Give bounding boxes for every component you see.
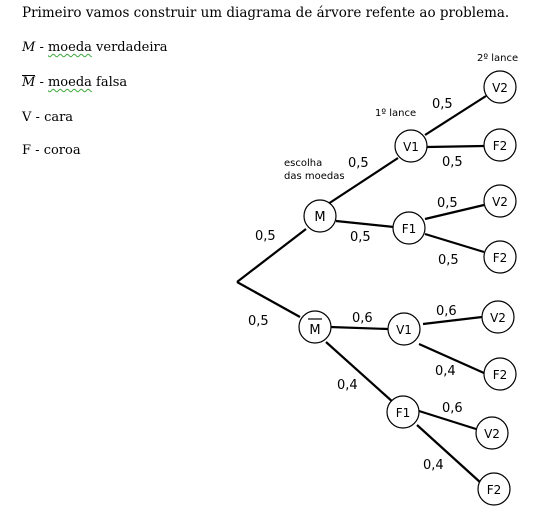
node-b-f1-v2 (476, 417, 508, 449)
prob-m-true-v1: 0,5 (348, 156, 369, 171)
node-label: V2 (492, 81, 508, 95)
legend-sep: - (31, 143, 44, 158)
node-a-v1 (395, 130, 427, 162)
edge-a-v1-f2 (427, 146, 484, 147)
node-b-f1 (387, 396, 419, 428)
legend-sep: - (35, 75, 48, 90)
node-label: F2 (486, 483, 502, 497)
prob-b-v1-f2: 0,4 (435, 364, 456, 379)
legend-desc: verdadeira (91, 40, 168, 55)
legend-word: moeda (47, 40, 92, 55)
intro-text: Primeiro vamos construir um diagrama de árvore refente ao problema. (22, 5, 510, 21)
node-a-v1-v2 (484, 71, 516, 103)
edge-m-false-v1 (330, 327, 388, 329)
prob-a-f1-v2: 0,5 (437, 196, 458, 211)
node-b-v1 (388, 313, 420, 345)
edge-b-f1-f2 (417, 425, 481, 483)
node-m-false (299, 311, 331, 343)
node-label: V2 (490, 311, 506, 325)
edge-a-f1-f2 (425, 234, 484, 252)
legend-symbol: F (22, 143, 32, 158)
prob-m-false-v1: 0,6 (352, 311, 373, 326)
node-a-f1-f2 (484, 241, 516, 273)
prob-root-m-false: 0,5 (248, 314, 269, 329)
node-b-v1-f2 (484, 358, 516, 390)
node-a-f1 (393, 212, 425, 244)
prob-a-v1-v2: 0,5 (432, 97, 453, 112)
coin-choice-label-line1: escolha (284, 158, 323, 169)
probability-labels (248, 97, 463, 473)
legend-sep: - (35, 40, 48, 55)
node-m-true (304, 200, 336, 232)
second-toss-label: 2º lance (477, 53, 519, 64)
prob-a-v1-f2: 0,5 (442, 155, 463, 170)
legend-desc: coroa (43, 143, 81, 158)
node-label: M (314, 210, 326, 225)
coin-choice-label-line2: das moedas (284, 171, 345, 182)
node-a-v1-f2 (484, 129, 516, 161)
node-label: V1 (403, 140, 419, 154)
prob-root-m-true: 0,5 (255, 229, 276, 244)
legend-desc: cara (44, 110, 74, 125)
prob-b-f1-v2: 0,6 (442, 401, 463, 416)
node-label: M (309, 323, 321, 338)
edge-m-true-f1 (336, 221, 394, 227)
prob-m-true-f1: 0,5 (350, 230, 371, 245)
node-label: F1 (395, 406, 411, 420)
node-label: F1 (401, 222, 417, 236)
legend-word: moeda (47, 75, 92, 90)
prob-a-f1-f2: 0,5 (438, 253, 459, 268)
node-label: F2 (492, 139, 508, 153)
prob-b-f1-f2: 0,4 (423, 458, 444, 473)
legend-desc: falsa (91, 75, 128, 90)
node-a-f1-v2 (484, 185, 516, 217)
node-label: F2 (492, 251, 508, 265)
prob-b-v1-v2: 0,6 (436, 304, 457, 319)
legend-symbol: M (22, 40, 36, 55)
node-label: V2 (492, 195, 508, 209)
legend-sep: - (31, 110, 45, 125)
legend-symbol: M (22, 75, 36, 90)
node-label: V1 (396, 323, 412, 337)
legend-symbol: V (22, 110, 32, 125)
edge-m-false-f1 (326, 342, 394, 403)
edge-root-m-false (237, 282, 300, 317)
prob-m-false-f1: 0,4 (337, 378, 358, 393)
node-b-v1-v2 (482, 301, 514, 333)
node-b-f1-f2 (478, 473, 510, 505)
node-label: V2 (484, 427, 500, 441)
first-toss-label: 1º lance (375, 108, 417, 119)
node-label: F2 (492, 368, 508, 382)
